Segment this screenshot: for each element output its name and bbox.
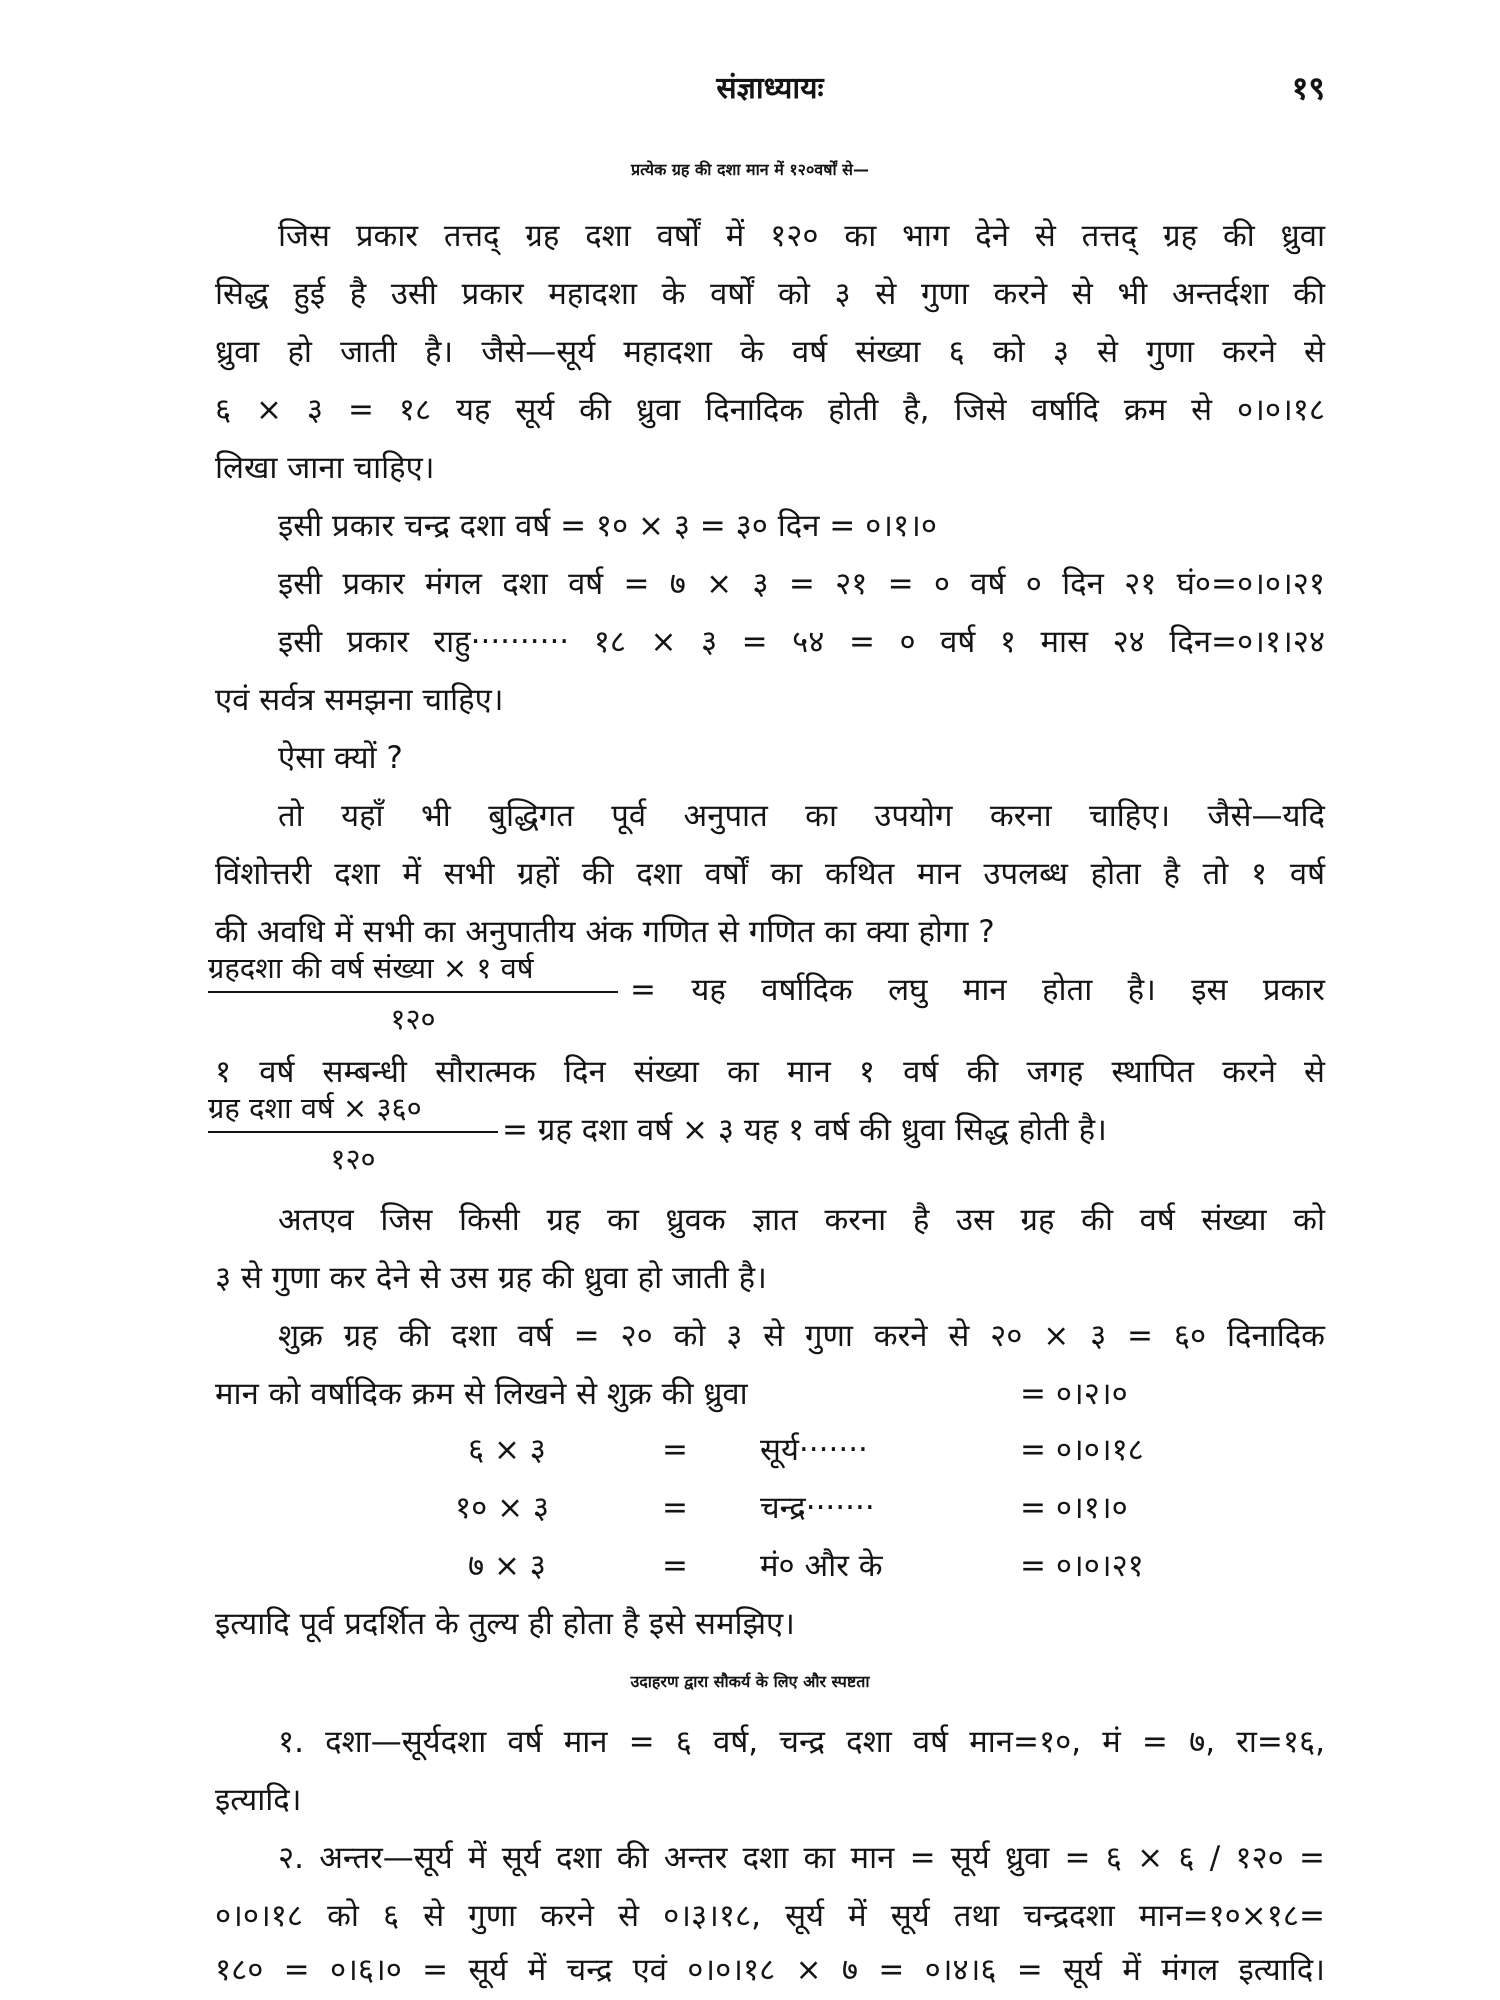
paragraph-line: सिद्ध हुई है उसी प्रकार महादशा के वर्षों को ३ से गुणा करने से भी अन्तर्दशा की (215, 276, 1325, 312)
fraction-2-numerator: ग्रह दशा वर्ष × ३६० (208, 1091, 422, 1125)
list-item: १. दशा—सूर्यदशा वर्ष मान = ६ वर्ष, चन्द्र दशा वर्ष मान=१०, मं = ७, रा=१६, (278, 1724, 1325, 1760)
list-item-continued: १८० = ०।६।० = सूर्य में चन्द्र एवं ०।०।१८ × ७ = ०।४।६ = सूर्य में मंगल इत्यादि। (215, 1952, 1325, 1988)
paragraph-line: मान को वर्षादिक क्रम से लिखने से शुक्र की ध्रुवा (215, 1376, 748, 1412)
example-line: इसी प्रकार राहु·········· १८ × ३ = ५४ = ० वर्ष १ मास २४ दिन=०।१।२४ (278, 624, 1325, 660)
list-item-continued: इत्यादि। (215, 1782, 302, 1818)
paragraph-line: ६ × ३ = १८ यह सूर्य की ध्रुवा दिनादिक होती है, जिसे वर्षादि क्रम से ०।०।१८ (215, 392, 1325, 428)
row-expression: ६ × ३ (468, 1432, 546, 1468)
paragraph-line: विंशोत्तरी दशा में सभी ग्रहों की दशा वर्षों का कथित मान उपलब्ध होता है तो १ वर्ष (215, 856, 1325, 892)
row-equals: = (662, 1548, 688, 1584)
fraction-1-bar (208, 991, 618, 993)
row-equals: = (662, 1490, 688, 1526)
shukra-dhruva-value: = ०।२।० (1020, 1376, 1128, 1412)
row-planet: सूर्य······· (760, 1432, 868, 1468)
example-line: इसी प्रकार मंगल दशा वर्ष = ७ × ३ = २१ = ० वर्ष ० दिन २१ घं०=०।०।२१ (278, 566, 1325, 602)
row-value: = ०।१।० (1020, 1490, 1128, 1526)
fraction-1-numerator: ग्रहदशा की वर्ष संख्या × १ वर्ष (208, 951, 534, 985)
fraction-2 (208, 1088, 498, 1178)
paragraph-line: एवं सर्वत्र समझना चाहिए। (215, 682, 504, 718)
row-expression: ७ × ३ (468, 1548, 546, 1584)
page-header (215, 66, 1325, 106)
question-line: ऐसा क्यों ? (278, 740, 403, 776)
paragraph-line: शुक्र ग्रह की दशा वर्ष = २० को ३ से गुणा करने से २० × ३ = ६० दिनादिक (278, 1318, 1325, 1354)
paragraph-line: जिस प्रकार तत्तद् ग्रह दशा वर्षों में १२० का भाग देने से तत्तद् ग्रह की ध्रुवा (278, 218, 1325, 254)
row-value: = ०।०।१८ (1020, 1432, 1144, 1468)
fraction-1 (208, 948, 618, 1038)
section-heading-1: प्रत्येक ग्रह की दशा मान में १२०वर्षों से— (630, 160, 869, 179)
fraction-2-bar (208, 1131, 498, 1133)
paragraph-line: ३ से गुणा कर देने से उस ग्रह की ध्रुवा हो जाती है। (215, 1260, 767, 1296)
paragraph-line: इत्यादि पूर्व प्रदर्शित के तुल्य ही होता है इसे समझिए। (215, 1606, 795, 1642)
fraction-2-denominator: १२० (330, 1142, 376, 1176)
list-item-continued: ०।०।१८ को ६ से गुणा करने से ०।३।१८, सूर्य में सूर्य तथा चन्द्रदशा मान=१०×१८= (215, 1898, 1325, 1934)
fraction-2-result: = ग्रह दशा वर्ष × ३ यह १ वर्ष की ध्रुवा सिद्ध होती है। (502, 1112, 1107, 1148)
paragraph-line: अतएव जिस किसी ग्रह का ध्रुवक ज्ञात करना है उस ग्रह की वर्ष संख्या को (278, 1202, 1325, 1238)
paragraph-line: की अवधि में सभी का अनुपातीय अंक गणित से गणित का क्या होगा ? (215, 914, 995, 950)
row-planet: मं० और के (760, 1548, 883, 1584)
fraction-1-denominator: १२० (390, 1002, 436, 1036)
section-heading-2: उदाहरण द्वारा सौकर्य के लिए और स्पष्टता (630, 1672, 870, 1691)
paragraph-line: ध्रुवा हो जाती है। जैसे—सूर्य महादशा के वर्ष संख्या ६ को ३ से गुणा करने से (215, 334, 1325, 370)
running-head: संज्ञाध्यायः (716, 71, 824, 106)
paragraph-line: तो यहाँ भी बुद्धिगत पूर्व अनुपात का उपयोग करना चाहिए। जैसे—यदि (278, 798, 1325, 834)
list-item: २. अन्तर—सूर्य में सूर्य दशा की अन्तर दशा का मान = सूर्य ध्रुवा = ६ × ६ / १२० = (278, 1840, 1325, 1876)
paragraph-line: १ वर्ष सम्बन्धी सौरात्मक दिन संख्या का मान १ वर्ष की जगह स्थापित करने से (215, 1054, 1325, 1090)
page-number: १९ (1291, 69, 1325, 107)
paragraph-line: लिखा जाना चाहिए। (215, 450, 435, 486)
fraction-1-result: = यह वर्षादिक लघु मान होता है। इस प्रकार (630, 972, 1325, 1008)
row-value: = ०।०।२१ (1020, 1548, 1144, 1584)
row-planet: चन्द्र······· (760, 1490, 875, 1526)
row-equals: = (662, 1432, 688, 1468)
row-expression: १० × ३ (455, 1490, 550, 1526)
example-line: इसी प्रकार चन्द्र दशा वर्ष = १० × ३ = ३० दिन = ०।१।० (278, 508, 937, 544)
